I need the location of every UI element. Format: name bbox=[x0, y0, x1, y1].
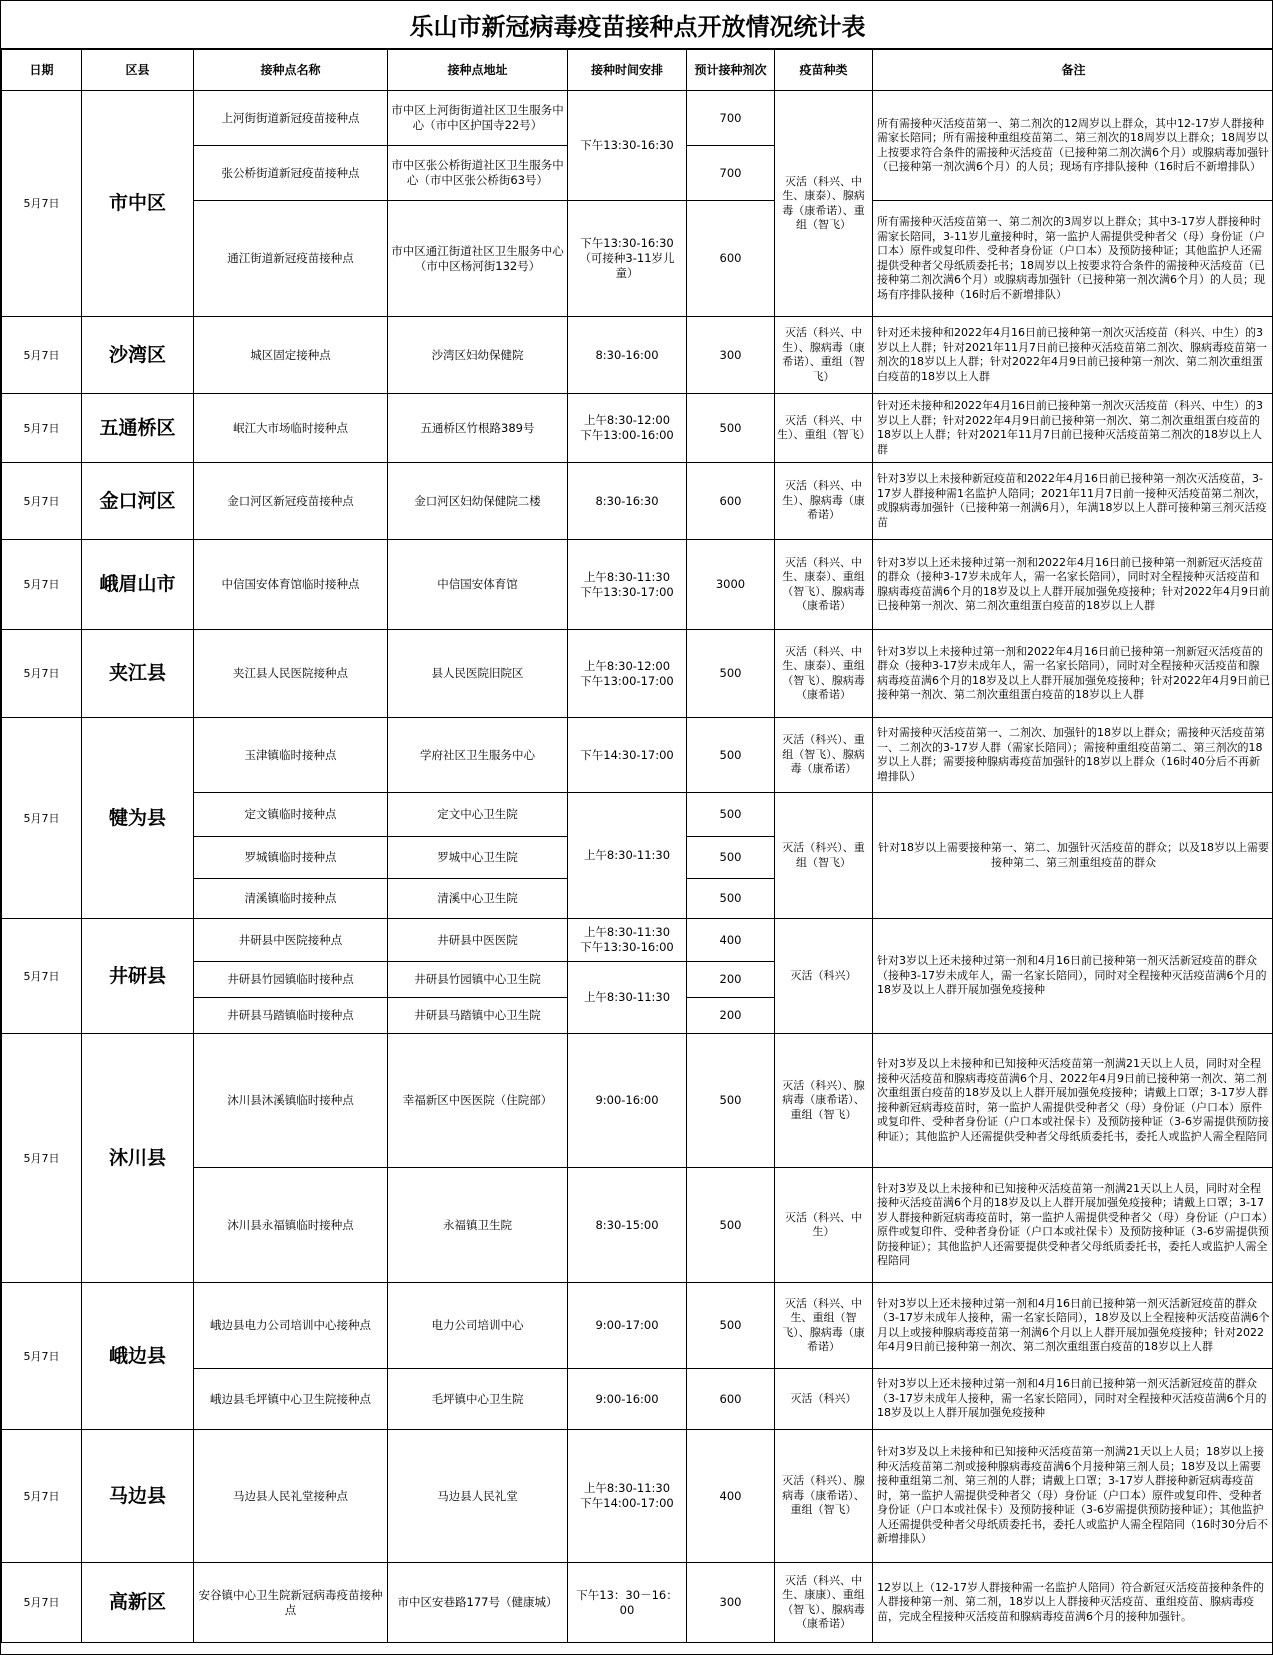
time-cell: 下午13：30－16：00 bbox=[568, 1563, 687, 1643]
vaccine-cell: 灭活（科兴、中生）、腺病毒（康希诺）、重组（智飞） bbox=[775, 317, 873, 394]
address-cell: 马边县人民礼堂 bbox=[388, 1430, 568, 1563]
district-cell: 市中区 bbox=[82, 91, 194, 317]
site-name-cell: 清溪镇临时接种点 bbox=[194, 879, 388, 919]
site-name-cell: 安谷镇中心卫生院新冠病毒疫苗接种点 bbox=[194, 1563, 388, 1643]
date-cell: 5月7日 bbox=[2, 1034, 82, 1283]
site-name-cell: 沐川县沐溪镇临时接种点 bbox=[194, 1034, 388, 1168]
doses-cell: 400 bbox=[687, 1430, 775, 1563]
time-cell: 9:00-17:00 bbox=[568, 1283, 687, 1369]
vaccine-cell: 灭活（科兴、中生、康泰）、重组（智飞）、腺病毒（康希诺） bbox=[775, 540, 873, 630]
vaccine-cell: 灭活（科兴、中生）、重组（智飞） bbox=[775, 394, 873, 463]
header-district: 区县 bbox=[82, 50, 194, 91]
doses-cell: 500 bbox=[687, 394, 775, 463]
address-cell: 县人民医院旧院区 bbox=[388, 630, 568, 718]
table-row bbox=[2, 91, 1273, 146]
doses-cell: 700 bbox=[687, 91, 775, 146]
district-cell: 高新区 bbox=[82, 1563, 194, 1643]
address-cell: 清溪中心卫生院 bbox=[388, 879, 568, 919]
district-cell: 峨边县 bbox=[82, 1283, 194, 1430]
time-cell: 下午14:30-17:00 bbox=[568, 718, 687, 793]
time-cell: 上午8:30-11:30 下午14:00-17:00 bbox=[568, 1430, 687, 1563]
site-name-cell: 定文镇临时接种点 bbox=[194, 793, 388, 837]
table-row bbox=[2, 919, 1273, 962]
doses-cell: 700 bbox=[687, 146, 775, 201]
site-name-cell: 峨边县电力公司培训中心接种点 bbox=[194, 1283, 388, 1369]
doses-cell: 600 bbox=[687, 1369, 775, 1430]
site-name-cell: 中信国安体育馆临时接种点 bbox=[194, 540, 388, 630]
address-cell: 学府社区卫生服务中心 bbox=[388, 718, 568, 793]
address-cell: 五通桥区竹根路389号 bbox=[388, 394, 568, 463]
table-row bbox=[2, 630, 1273, 718]
time-cell: 上午8:30-11:30 下午13:30-16:00 bbox=[568, 919, 687, 962]
table-row bbox=[2, 317, 1273, 394]
district-cell: 沙湾区 bbox=[82, 317, 194, 394]
header-address: 接种点地址 bbox=[388, 50, 568, 91]
table-row bbox=[2, 463, 1273, 540]
address-cell: 电力公司培训中心 bbox=[388, 1283, 568, 1369]
vaccine-cell: 灭活（科兴、中生、康康）、重组（智飞）、腺病毒（康希诺） bbox=[775, 1563, 873, 1643]
date-cell: 5月7日 bbox=[2, 919, 82, 1034]
note-cell: 针对需接种灭活疫苗第一、二剂次、加强针的18岁以上群众；需接种灭活疫苗第一、二剂次的3-17岁人群（需家长陪同）；需接种重组疫苗第二、第三剂次的18岁以上人群；需要接种腺病毒疫苗加强针的18岁以上群众（16时40分后不再新增排队） bbox=[873, 718, 1273, 793]
district-cell: 金口河区 bbox=[82, 463, 194, 540]
header-note: 备注 bbox=[873, 50, 1273, 91]
time-cell: 8:30-15:00 bbox=[568, 1168, 687, 1283]
site-name-cell: 城区固定接种点 bbox=[194, 317, 388, 394]
doses-cell: 500 bbox=[687, 837, 775, 879]
address-cell: 市中区安巷路177号（健康城） bbox=[388, 1563, 568, 1643]
address-cell: 市中区张公桥街道社区卫生服务中心（市中区张公桥街63号） bbox=[388, 146, 568, 201]
address-cell: 市中区通江街道社区卫生服务中心（市中区杨河街132号） bbox=[388, 201, 568, 317]
date-cell: 5月7日 bbox=[2, 317, 82, 394]
site-name-cell: 罗城镇临时接种点 bbox=[194, 837, 388, 879]
vaccine-cell: 灭活（科兴）、腺病毒（康希诺）、重组（智飞） bbox=[775, 1430, 873, 1563]
doses-cell: 500 bbox=[687, 879, 775, 919]
vaccine-cell: 灭活（科兴） bbox=[775, 919, 873, 1034]
site-name-cell: 峨边县毛坪镇中心卫生院接种点 bbox=[194, 1369, 388, 1430]
time-cell: 上午8:30-12:00 下午13:00-17:00 bbox=[568, 630, 687, 718]
doses-cell: 500 bbox=[687, 1168, 775, 1283]
district-cell: 犍为县 bbox=[82, 718, 194, 919]
address-cell: 井研县马踏镇中心卫生院 bbox=[388, 998, 568, 1034]
time-cell: 8:30-16:00 bbox=[568, 317, 687, 394]
address-cell: 罗城中心卫生院 bbox=[388, 837, 568, 879]
note-cell: 针对3岁以上未接种过第一剂和2022年4月16日前已接种第一剂新冠灭活疫苗的群众（接种3-17岁未成年人，需一名家长陪同），同时对全程接种灭活疫苗和腺病毒疫苗满6个月的18岁及以上人群开展加强免疫接种；针对2022年4月9日前已接种第一剂次、第二剂次重组蛋白疫苗的18岁以上人群 bbox=[873, 630, 1273, 718]
vaccine-cell: 灭活（科兴、中生、重组（智飞）、腺病毒（康希诺） bbox=[775, 1283, 873, 1369]
address-cell: 金口河区妇幼保健院二楼 bbox=[388, 463, 568, 540]
district-cell: 马边县 bbox=[82, 1430, 194, 1563]
time-cell: 上午8:30-11:30 bbox=[568, 962, 687, 1034]
address-cell: 毛坪镇中心卫生院 bbox=[388, 1369, 568, 1430]
district-cell: 五通桥区 bbox=[82, 394, 194, 463]
site-name-cell: 井研县竹园镇临时接种点 bbox=[194, 962, 388, 998]
time-cell: 上午8:30-11:30 下午13:30-17:00 bbox=[568, 540, 687, 630]
date-cell: 5月7日 bbox=[2, 91, 82, 317]
doses-cell: 600 bbox=[687, 463, 775, 540]
district-cell: 峨眉山市 bbox=[82, 540, 194, 630]
time-cell: 下午13:30-16:30 （可接种3-11岁儿童） bbox=[568, 201, 687, 317]
vaccine-cell: 灭活（科兴）、重组（智飞） bbox=[775, 793, 873, 919]
header-date: 日期 bbox=[2, 50, 82, 91]
doses-cell: 200 bbox=[687, 998, 775, 1034]
doses-cell: 500 bbox=[687, 1034, 775, 1168]
doses-cell: 500 bbox=[687, 630, 775, 718]
vaccine-cell: 灭活（科兴）、腺病毒（康希诺）、重组（智飞） bbox=[775, 1034, 873, 1168]
doses-cell: 400 bbox=[687, 919, 775, 962]
date-cell: 5月7日 bbox=[2, 718, 82, 919]
date-cell: 5月7日 bbox=[2, 540, 82, 630]
site-name-cell: 井研县马踏镇临时接种点 bbox=[194, 998, 388, 1034]
address-cell: 幸福新区中医医院（住院部） bbox=[388, 1034, 568, 1168]
address-cell: 永福镇卫生院 bbox=[388, 1168, 568, 1283]
doses-cell: 200 bbox=[687, 962, 775, 998]
note-cell: 针对还未接种和2022年4月16日前已接种第一剂次灭活疫苗（科兴、中生）的3岁以上人群；针对2022年4月9日前已接种第一剂次、第二剂次重组蛋白疫苗的18岁以上人群；针对2021年11月7日前已接种灭活疫苗第二剂次的18岁以上人群 bbox=[873, 394, 1273, 463]
note-cell: 针对3岁以上未接种新冠疫苗和2022年4月16日前已接种第一剂次灭活疫苗，3-17岁人群接种需1名监护人陪同；2021年11月7日前一接种灭活疫苗第二剂次，或腺病毒加强针（已接种第一剂满6月），年满18岁以上人群可接种第三剂灭活疫苗 bbox=[873, 463, 1273, 540]
date-cell: 5月7日 bbox=[2, 463, 82, 540]
table-row bbox=[2, 1563, 1273, 1643]
note-cell: 针对3岁以上还未接种过第一剂和4月16日前已接种第一剂灭活新冠疫苗的群众（接种3-17岁未成年人，需一名家长陪同），同时对全程接种灭活疫苗满6个月的18岁及以上人群开展加强免疫接种 bbox=[873, 919, 1273, 1034]
date-cell: 5月7日 bbox=[2, 1430, 82, 1563]
doses-cell: 500 bbox=[687, 1283, 775, 1369]
sheet-title: 乐山市新冠病毒疫苗接种点开放情况统计表 bbox=[1, 1, 1273, 49]
doses-cell: 500 bbox=[687, 718, 775, 793]
note-cell: 针对18岁以上需要接种第一、第二、加强针灭活疫苗的群众；以及18岁以上需要接种第二、第三剂重组疫苗的群众 bbox=[873, 793, 1273, 919]
date-cell: 5月7日 bbox=[2, 394, 82, 463]
note-cell: 所有需接种灭活疫苗第一、第二剂次的12周岁以上群众，其中12-17岁人群接种需家长陪同；所有需接种重组疫苗第二、第三剂次的18周岁以上群众；18周岁以上按要求符合条件的需接种灭活疫苗（已接种第二剂次满6个月）或腺病毒加强针（已接种第一剂次满6个月）的人员；现场有序排队接种（16时后不新增排队） bbox=[873, 91, 1273, 201]
site-name-cell: 金口河区新冠疫苗接种点 bbox=[194, 463, 388, 540]
site-name-cell: 玉津镇临时接种点 bbox=[194, 718, 388, 793]
note-cell: 针对3岁及以上未接种和已知接种灭活疫苗第一剂满21天以上人员，同时对全程接种灭活疫苗满6个月的18岁及以上人群开展加强免疫接种；请戴上口罩；3-17岁人群接种新冠病毒疫苗时，第一监护人需提供受种者父（母）身份证（户口本）原件或复印件、受种者身份证（户口本或社保卡）及预防接种证（3-6岁需提供预防接种证）；其他监护人还需要提供受种者父母纸质委托书，委托人或监护人需全程陪同 bbox=[873, 1168, 1273, 1283]
header-time: 接种时间安排 bbox=[568, 50, 687, 91]
site-name-cell: 沐川县永福镇临时接种点 bbox=[194, 1168, 388, 1283]
date-cell: 5月7日 bbox=[2, 1563, 82, 1643]
note-cell: 针对3岁以上还未接种过第一剂和2022年4月16日前已接种第一剂新冠灭活疫苗的群众（接种3-17岁未成年人，需一名家长陪同），同时对全程接种灭活疫苗和腺病毒疫苗满6个月的18岁及以上人群开展加强免疫接种；针对2022年4月9日前已接种第一剂次、第二剂次重组蛋白疫苗的18岁以上人群 bbox=[873, 540, 1273, 630]
site-name-cell: 马边县人民礼堂接种点 bbox=[194, 1430, 388, 1563]
table-row bbox=[2, 1034, 1273, 1168]
site-name-cell: 岷江大市场临时接种点 bbox=[194, 394, 388, 463]
vaccine-cell: 灭活（科兴） bbox=[775, 1369, 873, 1430]
address-cell: 井研县竹园镇中心卫生院 bbox=[388, 962, 568, 998]
address-cell: 市中区上河街街道社区卫生服务中心（市中区护国寺22号） bbox=[388, 91, 568, 146]
note-cell: 针对3岁及以上未接种和已知接种灭活疫苗第一剂满21天以上人员；18岁以上接种灭活疫苗第二剂或接种腺病毒疫苗满6个月接种第三剂人员；18岁及以上需要接种重组第二剂、第三剂的人群；请戴上口罩；3-17岁人群接种新冠病毒疫苗时，第一监护人需提供受种者父（母）身份证（户口本）原件或复印件、受种者身份证（户口本或社保卡）及预防接种证（3-6岁需提供预防接种证）；其他监护人还需提供受种者父母纸质委托书，委托人或监护人需全程陪同（16时30分后不新增排队） bbox=[873, 1430, 1273, 1563]
header-site-name: 接种点名称 bbox=[194, 50, 388, 91]
header-vaccine: 疫苗种类 bbox=[775, 50, 873, 91]
table-row bbox=[2, 1283, 1273, 1369]
address-cell: 沙湾区妇幼保健院 bbox=[388, 317, 568, 394]
site-name-cell: 井研县中医院接种点 bbox=[194, 919, 388, 962]
note-cell: 针对还未接种和2022年4月16日前已接种第一剂次灭活疫苗（科兴、中生）的3岁以上人群；针对2021年11月7日前已接种灭活疫苗第二剂次、腺病毒疫苗第一剂次的18岁以上人群；针对2022年4月9日前已接种第一剂次、第二剂次重组蛋白疫苗的18岁以上人群 bbox=[873, 317, 1273, 394]
time-cell: 下午13:30-16:30 bbox=[568, 91, 687, 201]
vaccine-cell: 灭活（科兴、中生、康泰）、重组（智飞）、腺病毒（康希诺） bbox=[775, 630, 873, 718]
time-cell: 上午8:30-12:00 下午13:00-16:00 bbox=[568, 394, 687, 463]
address-cell: 井研县中医医院 bbox=[388, 919, 568, 962]
doses-cell: 300 bbox=[687, 317, 775, 394]
time-cell: 8:30-16:30 bbox=[568, 463, 687, 540]
doses-cell: 300 bbox=[687, 1563, 775, 1643]
date-cell: 5月7日 bbox=[2, 630, 82, 718]
district-cell: 井研县 bbox=[82, 919, 194, 1034]
district-cell: 沐川县 bbox=[82, 1034, 194, 1283]
note-cell: 针对3岁以上还未接种过第一剂和4月16日前已接种第一剂灭活新冠疫苗的群众（3-17岁未成年人接种，需一名家长陪同），18岁及以上全程接种灭活疫苗满6个月以上或接种腺病毒疫苗第一剂满6个月以上人群开展加强免疫接种；针对2022年4月9日前已接种第一剂次、第二剂次重组蛋白疫苗的18岁以上人群 bbox=[873, 1283, 1273, 1369]
date-cell: 5月7日 bbox=[2, 1283, 82, 1430]
vaccine-cell: 灭活（科兴、中生） bbox=[775, 1168, 873, 1283]
vaccine-cell: 灭活（科兴、中生）、腺病毒（康希诺） bbox=[775, 463, 873, 540]
doses-cell: 600 bbox=[687, 201, 775, 317]
time-cell: 9:00-16:00 bbox=[568, 1369, 687, 1430]
vaccine-cell: 灭活（科兴）、重组（智飞）、腺病毒（康希诺） bbox=[775, 718, 873, 793]
table-row bbox=[2, 394, 1273, 463]
time-cell: 上午8:30-11:30 bbox=[568, 793, 687, 919]
doses-cell: 3000 bbox=[687, 540, 775, 630]
address-cell: 中信国安体育馆 bbox=[388, 540, 568, 630]
table-row bbox=[2, 540, 1273, 630]
time-cell: 9:00-16:00 bbox=[568, 1034, 687, 1168]
note-cell: 针对3岁及以上未接种和已知接种灭活疫苗第一剂满21天以上人员，同时对全程接种灭活疫苗和腺病毒疫苗满6个月、2022年4月9日前已接种第一剂次、第二剂次重组蛋白疫苗的18岁及以上人群开展加强免疫接种；请戴上口罩；3-17岁人群接种新冠病毒疫苗时，第一监护人需提供受种者父（母）身份证（户口本）原件或复印件、受种者身份证（户口本或社保卡）及预防接种证（3-6岁需提供预防接种证）；其他监护人还需提供受种者父母纸质委托书，委托人或监护人需全程陪同 bbox=[873, 1034, 1273, 1168]
district-cell: 夹江县 bbox=[82, 630, 194, 718]
vaccine-cell: 灭活（科兴、中生、康泰）、腺病毒（康希诺）、重组（智飞） bbox=[775, 91, 873, 317]
header-doses: 预计接种剂次 bbox=[687, 50, 775, 91]
address-cell: 定文中心卫生院 bbox=[388, 793, 568, 837]
vaccination-table bbox=[1, 49, 1273, 1643]
site-name-cell: 张公桥街道新冠疫苗接种点 bbox=[194, 146, 388, 201]
table-row bbox=[2, 718, 1273, 793]
table-row bbox=[2, 1430, 1273, 1563]
doses-cell: 500 bbox=[687, 793, 775, 837]
note-cell: 所有需接种灭活疫苗第一、第二剂次的3周岁以上群众；其中3-17岁人群接种时需家长陪同，3-11岁儿童接种时，第一监护人需提供受种者父（母）身份证（户口本）原件或复印件、受种者身份证（户口本）及预防接种证；其他监护人还需提供受种者父母纸质委托书；18周岁以上按要求符合条件的需接种灭活疫苗（已接种第二剂次满6个月）或腺病毒加强针（已接种第一剂次满6个月）的人员；现场有序排队接种（16时后不新增排队） bbox=[873, 201, 1273, 317]
note-cell: 12岁以上（12-17岁人群接种需一名监护人陪同）符合新冠灭活疫苗接种条件的人群接种第一剂、第二剂，18岁以上人群接种灭活疫苗、重组疫苗、腺病毒疫苗，完成全程接种灭活疫苗和腺病毒疫苗满6个月的接种加强针。 bbox=[873, 1563, 1273, 1643]
header-row bbox=[2, 50, 1273, 91]
note-cell: 针对3岁以上还未接种过第一剂和4月16日前已接种第一剂灭活新冠疫苗的群众（3-17岁未成年人接种，需一名家长陪同），同时对全程接种灭活疫苗满6个月的18岁及以上人群开展加强免疫接种 bbox=[873, 1369, 1273, 1430]
site-name-cell: 夹江县人民医院接种点 bbox=[194, 630, 388, 718]
site-name-cell: 通江街道新冠疫苗接种点 bbox=[194, 201, 388, 317]
site-name-cell: 上河街街道新冠疫苗接种点 bbox=[194, 91, 388, 146]
